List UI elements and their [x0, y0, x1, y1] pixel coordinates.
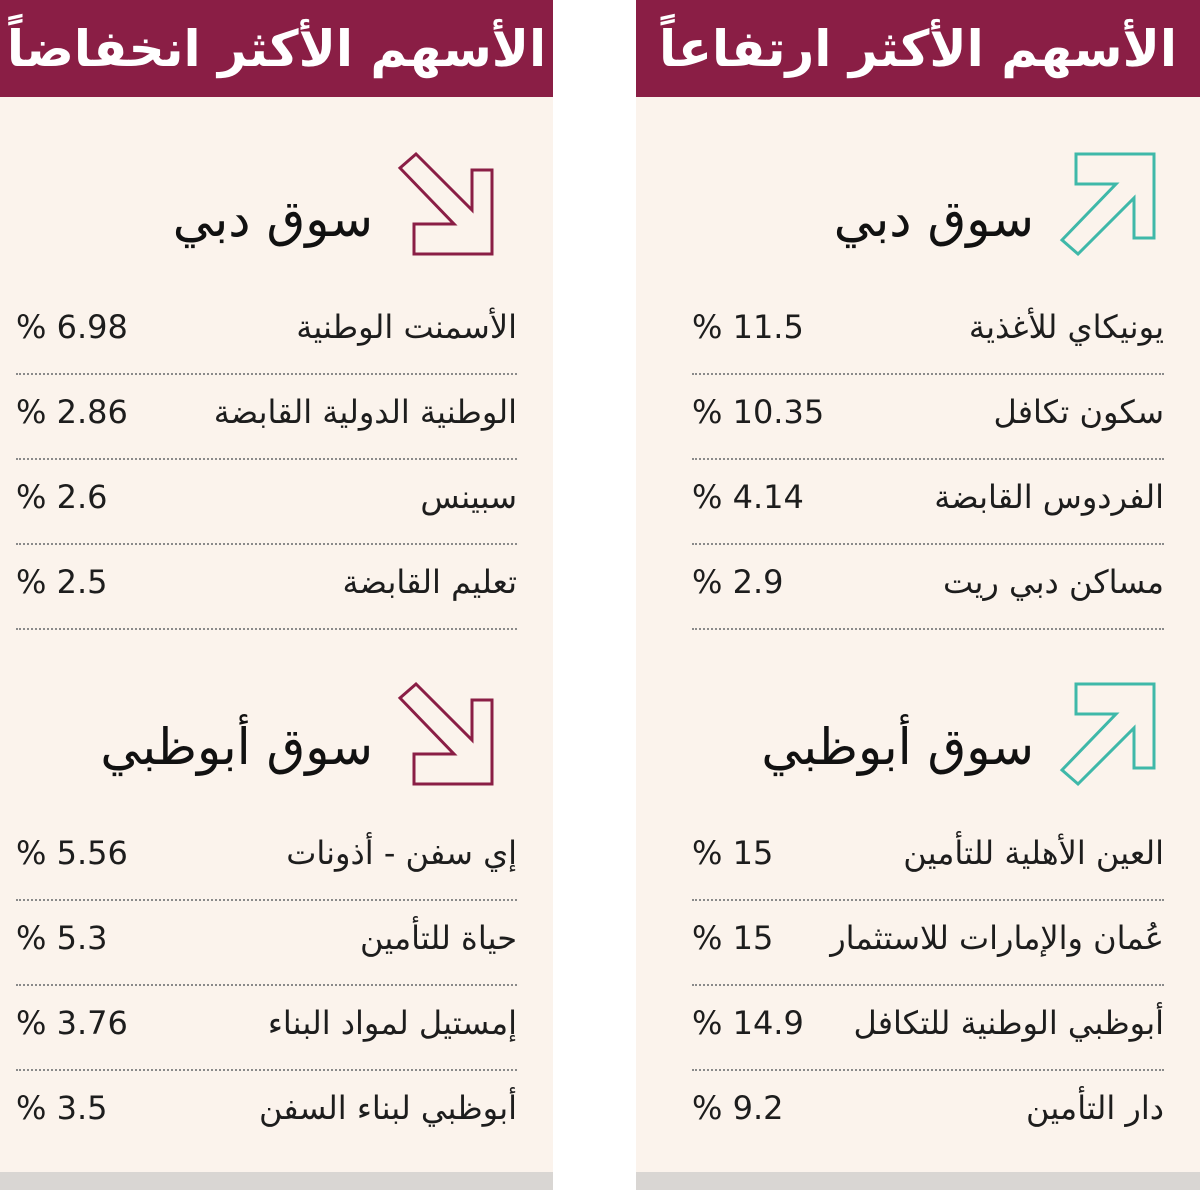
stock-change: % 4.14: [692, 478, 804, 516]
table-row: [692, 460, 1164, 545]
gainers-dubai-title: سوق دبي: [833, 190, 1034, 248]
gainers-panel: [636, 0, 1200, 1190]
table-row: [692, 375, 1164, 460]
up-right-arrow-icon: [1056, 150, 1158, 258]
gainers-abudhabi-title: سوق أبوظبي: [761, 718, 1034, 776]
stock-change: % 3.5: [16, 1089, 108, 1127]
stock-name: إي سفن - أذونات: [286, 834, 517, 872]
stock-name: مساكن دبي ريت: [943, 563, 1164, 601]
stock-name: سبينس: [420, 478, 517, 516]
row-divider: [692, 628, 1164, 630]
panel-footer: [636, 1172, 1200, 1190]
table-row: [16, 375, 517, 460]
stock-change: % 2.5: [16, 563, 108, 601]
stock-change: % 3.76: [16, 1004, 128, 1042]
table-row: [16, 545, 517, 630]
down-right-arrow-icon: [394, 680, 496, 788]
stock-change: % 14.9: [692, 1004, 804, 1042]
losers-abudhabi-title: سوق أبوظبي: [100, 718, 373, 776]
stock-change: % 5.56: [16, 834, 128, 872]
table-row: [692, 1071, 1164, 1151]
stock-name: العين الأهلية للتأمين: [903, 834, 1164, 872]
table-row: [692, 545, 1164, 630]
stock-change: % 2.9: [692, 563, 784, 601]
table-row: [16, 1071, 517, 1151]
stock-name: دار التأمين: [1026, 1089, 1164, 1127]
stock-name: إمستيل لمواد البناء: [267, 1004, 517, 1042]
stock-change: % 15: [692, 919, 774, 957]
table-row: [16, 290, 517, 375]
table-row: [16, 460, 517, 545]
table-row: [16, 816, 517, 901]
stock-change: % 9.2: [692, 1089, 784, 1127]
stock-change: % 5.3: [16, 919, 108, 957]
table-row: [16, 901, 517, 986]
stock-name: حياة للتأمين: [359, 919, 517, 957]
stock-name: يونيكاي للأغذية: [968, 308, 1164, 346]
gainers-header: الأسهم الأكثر ارتفاعاً: [636, 0, 1200, 97]
stock-change: % 15: [692, 834, 774, 872]
table-row: [16, 986, 517, 1071]
losers-panel: [0, 0, 553, 1190]
losers-dubai-title: سوق دبي: [172, 190, 373, 248]
stock-name: الأسمنت الوطنية: [296, 308, 517, 346]
stock-change: % 2.86: [16, 393, 128, 431]
table-row: [692, 816, 1164, 901]
stock-name: سكون تكافل: [993, 393, 1164, 431]
panel-footer: [0, 1172, 553, 1190]
stock-name: أبوظبي لبناء السفن: [258, 1089, 517, 1127]
stock-name: أبوظبي الوطنية للتكافل: [853, 1004, 1164, 1042]
stock-name: الفردوس القابضة: [934, 478, 1164, 516]
stock-change: % 2.6: [16, 478, 108, 516]
table-row: [692, 986, 1164, 1071]
stock-change: % 6.98: [16, 308, 128, 346]
down-right-arrow-icon: [394, 150, 496, 258]
up-right-arrow-icon: [1056, 680, 1158, 788]
losers-header: الأسهم الأكثر انخفاضاً: [0, 0, 553, 97]
table-row: [692, 901, 1164, 986]
stock-name: الوطنية الدولية القابضة: [213, 393, 517, 431]
stock-change: % 10.35: [692, 393, 825, 431]
stock-name: تعليم القابضة: [342, 563, 517, 601]
stock-change: % 11.5: [692, 308, 804, 346]
stock-name: عُمان والإمارات للاستثمار: [830, 919, 1164, 957]
row-divider: [16, 628, 517, 630]
table-row: [692, 290, 1164, 375]
